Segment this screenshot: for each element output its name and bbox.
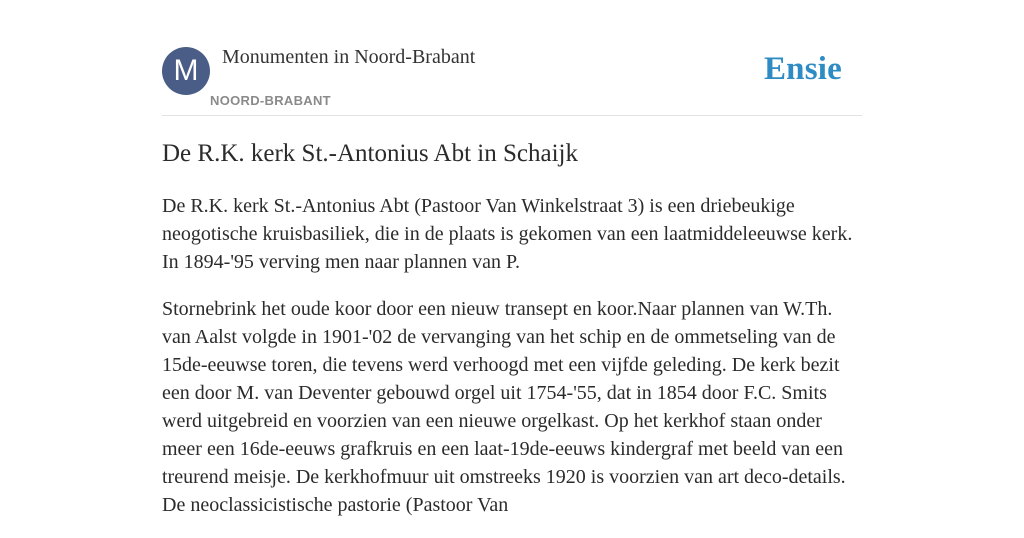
category-link[interactable]: NOORD-BRABANT xyxy=(210,93,331,108)
page xyxy=(162,0,862,516)
brand-logo[interactable]: Ensie xyxy=(763,51,842,87)
paragraph: De R.K. kerk St.-Antonius Abt (Pastoor Van Winkelstraat 3) is een driebeukige neogotische kruisbasiliek, die in de plaats is gekomen van een laatmiddeleeuwse kerk. In 1894-'95 verving men naar plannen van P. xyxy=(162,195,853,273)
site-title[interactable]: Monumenten in Noord-Brabant xyxy=(222,46,476,68)
page-header xyxy=(162,0,862,116)
paragraph: Stornebrink het oude koor door een nieuw transept en koor.Naar plannen van W.Th. van Aalst volgde in 1901-'02 de vervanging van het schip en de ommetseling van de 15de-eeuwse toren, die tevens werd verhoogd met een vijfde geleding. De kerk bezit een door M. van Deventer gebouwd orgel uit 1754-'55, dat in 1854 door F.C. Smits werd uitgebreid en voorzien van een nieuwe orgelkast. Op het kerkhof staan onder meer een 16de-eeuws grafkruis en een laat-19de-eeuws kindergraf met beeld van een treurend meisje. De kerkhofmuur uit omstreeks 1920 is voorzien van art deco-details. De neoclassicistische pastorie (Pastoor Van xyxy=(162,298,846,516)
article-body xyxy=(162,192,862,538)
avatar[interactable]: M xyxy=(162,47,210,95)
article-title: De R.K. kerk St.-Antonius Abt in Schaijk xyxy=(162,140,578,167)
